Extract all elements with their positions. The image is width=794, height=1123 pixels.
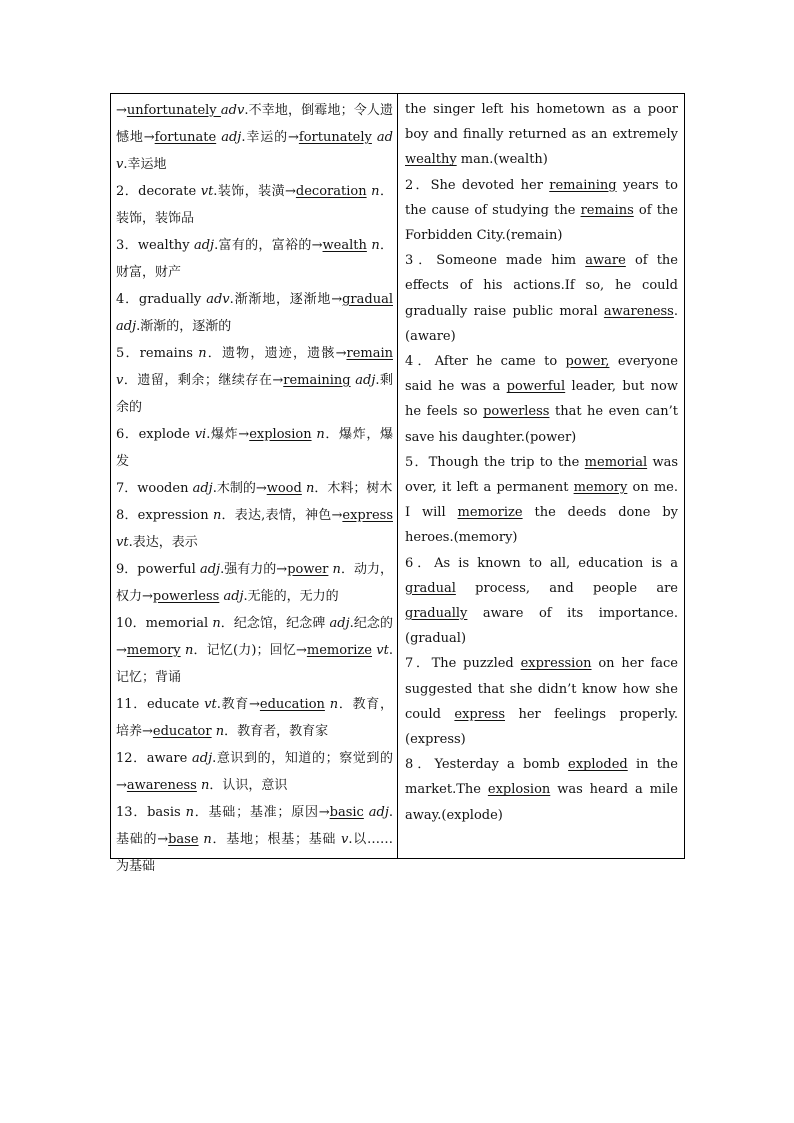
text-segment: .记忆；背诵 <box>116 643 393 685</box>
text-segment: was heard a mile away.(explode) <box>405 782 678 823</box>
text-segment: ．遗物，遗迹，遗骸→ <box>206 346 347 361</box>
text-segment: of the effects of his actions.If so, he could gradually raise public moral <box>405 253 679 319</box>
text-segment: in the market.The <box>405 757 678 798</box>
answer-word: gradually <box>405 606 468 622</box>
text-segment: on me. I will <box>405 480 679 521</box>
text-segment: aware of its importance.(gradual) <box>405 606 678 647</box>
answer-word: remain <box>346 346 393 361</box>
part-of-speech: adj <box>368 805 389 820</box>
exercise-item <box>405 450 678 551</box>
text-segment: .渐渐的，逐渐的 <box>136 319 232 334</box>
text-segment: .基础的→ <box>116 805 393 847</box>
text-segment: 9．powerful <box>116 562 200 577</box>
text-segment: 3．wealthy <box>116 238 194 253</box>
part-of-speech: n <box>203 832 212 847</box>
text-segment: the deeds done by heroes.(memory) <box>405 505 678 546</box>
answer-word: explosion <box>487 782 551 798</box>
text-segment: ．装饰，装饰品 <box>116 184 393 226</box>
answer-word: gradual <box>405 580 456 596</box>
text-segment: ．教育者，教育家 <box>224 724 329 739</box>
text-segment: everyone said he was a <box>405 354 678 395</box>
part-of-speech: vt <box>116 535 129 550</box>
exercise-item <box>405 651 678 752</box>
vocabulary-table <box>110 93 685 874</box>
text-segment: .表达，表示 <box>128 535 198 550</box>
text-segment: 12．aware <box>116 751 192 766</box>
answer-word: exploded <box>568 757 628 773</box>
text-segment: was over, it left a permanent <box>405 454 678 496</box>
part-of-speech: adj <box>193 238 215 253</box>
text-segment: .剩余的 <box>116 373 393 415</box>
part-of-speech: n <box>185 805 194 820</box>
text-segment: 10．memorial <box>116 616 213 631</box>
part-of-speech: v <box>341 832 349 847</box>
exercise-item <box>405 752 678 828</box>
part-of-speech: adj <box>116 319 137 334</box>
part-of-speech: adj <box>329 616 350 631</box>
exercise-item <box>405 551 678 652</box>
word-family-entry <box>116 745 393 799</box>
answer-word: remains <box>580 202 634 218</box>
part-of-speech: vt <box>376 643 389 658</box>
text-segment: the singer left his hometown as a poor boy and finally returned as an extremely <box>405 102 678 143</box>
part-of-speech: n <box>212 616 221 631</box>
word-family-entry <box>116 691 393 745</box>
text-segment: 6．explode <box>116 427 195 442</box>
text-segment: .不幸地，倒霉地；令人遗憾地→ <box>116 103 393 145</box>
exercise-item <box>405 173 678 249</box>
text-segment: leader, but now he feels so <box>405 379 679 420</box>
text-segment: 2．decorate <box>116 184 201 199</box>
word-family-entry <box>116 502 393 556</box>
text-segment: ．基地；根基；基础 <box>211 832 342 847</box>
word-family-entry <box>116 556 393 610</box>
answer-word: explosion <box>249 427 312 442</box>
answer-word: powerless <box>152 589 220 604</box>
text-segment: 2．She devoted her <box>405 177 550 193</box>
text-segment: 8．expression <box>116 508 213 523</box>
answer-word: power <box>287 562 329 577</box>
text-segment: her feelings properly.(express) <box>405 706 678 748</box>
exercise-item <box>405 349 678 450</box>
part-of-speech: n <box>198 346 207 361</box>
answer-word: awareness <box>603 303 674 319</box>
answer-word: fortunate <box>154 130 217 145</box>
text-segment: ．财富，财产 <box>116 238 393 280</box>
answer-word: wood <box>266 481 302 496</box>
answer-word: memory <box>126 643 181 658</box>
text-segment: 7．wooden <box>116 481 193 496</box>
answer-word: memory <box>573 480 628 496</box>
text-segment: years to the cause of studying the <box>405 177 678 218</box>
part-of-speech: adv <box>116 130 393 172</box>
word-family-column <box>111 94 398 874</box>
text-segment: 5．remains <box>116 346 199 361</box>
part-of-speech: v <box>116 373 124 388</box>
text-segment: ．爆炸，爆发 <box>116 427 393 469</box>
part-of-speech: n <box>371 184 380 199</box>
text-segment: .强有力的→ <box>220 562 288 577</box>
text-segment: ．教育，培养→ <box>116 697 393 739</box>
text-segment: of the Forbidden City.(remain) <box>405 202 678 244</box>
answer-word: remaining <box>549 177 617 193</box>
text-segment: .木制的→ <box>212 481 267 496</box>
answer-word: base <box>168 832 199 847</box>
answer-word: decoration <box>295 184 367 199</box>
word-family-entry <box>116 178 393 232</box>
text-segment: .富有的，富裕的→ <box>214 238 323 253</box>
text-segment: 7．The puzzled <box>405 656 521 672</box>
text-segment: 5．Though the trip to the <box>405 454 585 470</box>
text-segment: 4．After he came to <box>405 354 566 370</box>
answer-word: power, <box>565 354 610 370</box>
text-segment: process, and people are <box>455 580 678 596</box>
answer-word: expression <box>520 656 592 672</box>
answer-word: express <box>454 706 506 722</box>
answer-word: unfortunately <box>126 103 221 118</box>
word-family-entry <box>116 799 393 880</box>
part-of-speech: adj <box>355 373 376 388</box>
text-segment: 4．gradually <box>116 292 207 307</box>
part-of-speech: n <box>215 724 225 739</box>
answer-word: memorize <box>457 505 523 521</box>
part-of-speech: n <box>329 697 339 712</box>
word-family-entry <box>116 286 393 340</box>
answer-word: wealthy <box>405 152 457 168</box>
part-of-speech: n <box>305 481 315 496</box>
word-family-entry <box>116 340 393 421</box>
part-of-speech: adv <box>206 292 230 307</box>
text-segment: ．木料；树木 <box>314 481 393 496</box>
part-of-speech: vi <box>194 427 207 442</box>
part-of-speech: adv <box>220 103 245 118</box>
text-segment: .教育→ <box>216 697 260 712</box>
text-segment: ．基础；基准；原因→ <box>193 805 330 820</box>
text-segment: 13．basis <box>116 805 186 820</box>
answer-word: memorize <box>306 643 372 658</box>
answer-word: educator <box>152 724 212 739</box>
text-segment: ．认识，意识 <box>209 778 288 793</box>
answer-word: education <box>259 697 325 712</box>
word-family-entry <box>116 475 393 502</box>
answer-word: remaining <box>283 373 351 388</box>
part-of-speech: n <box>212 508 222 523</box>
part-of-speech: adj <box>192 481 213 496</box>
text-segment: 6．As is known to all, education is a <box>405 555 678 571</box>
text-segment: → <box>116 103 127 118</box>
text-segment: .幸运的→ <box>241 130 299 145</box>
exercise-item <box>405 97 678 173</box>
word-family-entry <box>116 97 393 178</box>
text-segment: 3．Someone made him <box>405 253 586 269</box>
text-segment: ．动力，权力→ <box>116 562 393 604</box>
text-segment: ．表达,表情，神色→ <box>221 508 343 523</box>
answer-word: fortunately <box>298 130 372 145</box>
answer-word: gradual <box>342 292 393 307</box>
text-segment: .幸运地 <box>123 157 167 172</box>
part-of-speech: n <box>184 643 194 658</box>
part-of-speech: n <box>316 427 325 442</box>
part-of-speech: vt <box>200 184 214 199</box>
answer-word: basic <box>329 805 364 820</box>
text-segment: man.(wealth) <box>456 152 548 168</box>
text-segment: on her face suggested that she didn’t know how she could <box>405 656 678 722</box>
answer-word: aware <box>585 253 626 269</box>
part-of-speech: adj <box>223 589 244 604</box>
text-segment: .(aware) <box>405 303 678 344</box>
exercise-column <box>398 94 684 858</box>
part-of-speech: n <box>332 562 341 577</box>
part-of-speech: vt <box>204 697 217 712</box>
text-segment: 8．Yesterday a bomb <box>405 757 569 773</box>
text-segment: .爆炸→ <box>206 427 250 442</box>
text-segment: that he even can’t save his daughter.(power) <box>405 404 678 445</box>
text-segment: 11．educate <box>116 697 205 712</box>
answer-word: powerful <box>506 379 566 395</box>
answer-word: express <box>342 508 393 523</box>
answer-word: wealth <box>322 238 367 253</box>
answer-word: awareness <box>126 778 197 793</box>
word-family-entry <box>116 610 393 691</box>
text-segment: .渐渐地，逐渐地→ <box>229 292 343 307</box>
text-segment: .纪念的→ <box>116 616 393 658</box>
part-of-speech: n <box>201 778 210 793</box>
text-segment: .意识到的，知道的；察觉到的→ <box>116 751 393 793</box>
text-segment: ．遗留，剩余；继续存在→ <box>123 373 284 388</box>
text-segment: .无能的，无力的 <box>243 589 339 604</box>
text-segment: ．记忆(力)；回忆→ <box>193 643 307 658</box>
word-family-entry <box>116 232 393 286</box>
answer-word: powerless <box>483 404 550 420</box>
word-family-entry <box>116 421 393 475</box>
part-of-speech: adj <box>221 130 242 145</box>
part-of-speech: adj <box>192 751 213 766</box>
text-segment: .以……为基础 <box>116 832 393 874</box>
part-of-speech: n <box>371 238 380 253</box>
text-segment: .装饰，装潢→ <box>213 184 296 199</box>
exercise-item <box>405 248 678 349</box>
part-of-speech: adj <box>199 562 221 577</box>
text-segment: ．纪念馆，纪念碑 <box>220 616 330 631</box>
answer-word: memorial <box>584 454 648 470</box>
